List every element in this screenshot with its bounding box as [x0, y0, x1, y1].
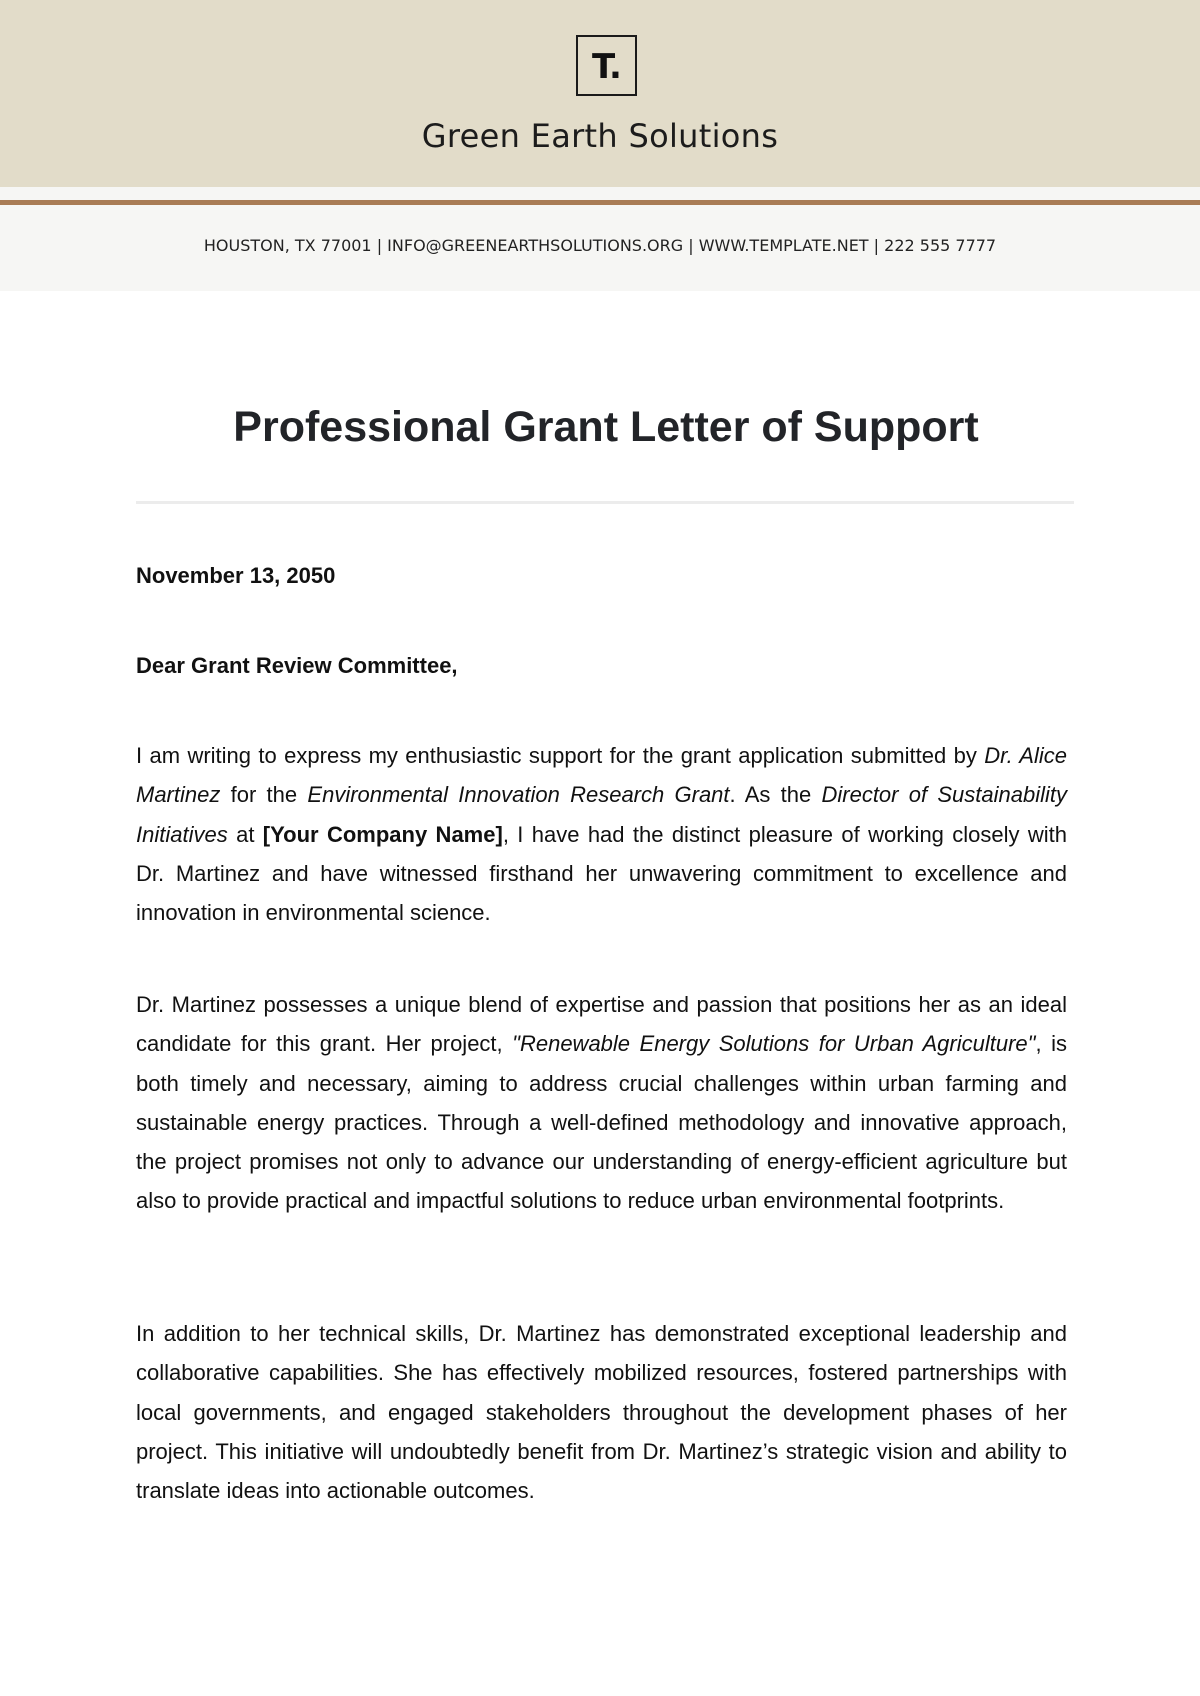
applicant-name: Dr. Alice Martinez [136, 743, 1067, 808]
paragraph-1 [136, 736, 1067, 932]
text-segment: I am writing to express my enthusiastic support for the grant application submitted by [136, 743, 985, 768]
text-segment: In addition to her technical skills, Dr. Martinez has demonstrated exceptional leadership and collaborative capabilities. She has effectively mobilized resources, fostered partnerships with local governments, and engaged stakeholders throughout the development phases of her project. This initiative will undoubtedly benefit from Dr. Martinez’s strategic vision and ability to translate ideas into actionable outcomes. [136, 1321, 1067, 1504]
company-name: Green Earth Solutions [421, 117, 779, 155]
salutation: Dear Grant Review Committee, [136, 653, 458, 678]
header-gap-strip [0, 187, 1200, 200]
contact-band [0, 205, 1200, 291]
text-segment: , I have had the distinct pleasure of working closely with Dr. Martinez and have witnessed firsthand her unwavering commitment to excellence and innovation in environmental science. [136, 821, 1068, 926]
text-segment: for the [220, 782, 308, 808]
grant-name: Environmental Innovation Research Grant [307, 782, 730, 808]
text-segment: . As the [729, 782, 822, 808]
letterhead-band [0, 0, 1200, 187]
paragraph-3 [136, 1314, 1067, 1510]
company-placeholder: [Your Company Name] [262, 821, 503, 847]
paragraph-2 [136, 985, 1067, 1221]
text-segment: Dr. Martinez possesses a unique blend of expertise and passion that positions her as an ideal candidate for this grant. Her project, [136, 992, 1067, 1057]
text-segment: at [227, 821, 263, 847]
contact-info: HOUSTON, TX 77001 | INFO@GREENEARTHSOLUTIONS.ORG | WWW.TEMPLATE.NET | 222 555 7777 [203, 236, 997, 255]
author-role: Director of Sustainability Initiatives [136, 782, 1067, 847]
project-title: "Renewable Energy Solutions for Urban Agriculture" [512, 1031, 1036, 1057]
company-logo [576, 35, 637, 96]
title-divider [136, 501, 1074, 504]
letter-date: November 13, 2050 [136, 563, 336, 588]
document-title: Professional Grant Letter of Support [233, 403, 979, 451]
text-segment: , is both timely and necessary, aiming to address crucial challenges within urban farming and sustainable energy practices. Through a well-defined methodology and innovative approach, the project promises not only to advance our understanding of energy-efficient agriculture but also to provide practical and impactful solutions to reduce urban environmental footprints. [136, 1031, 1067, 1214]
logo-t-icon: T. [592, 46, 621, 87]
